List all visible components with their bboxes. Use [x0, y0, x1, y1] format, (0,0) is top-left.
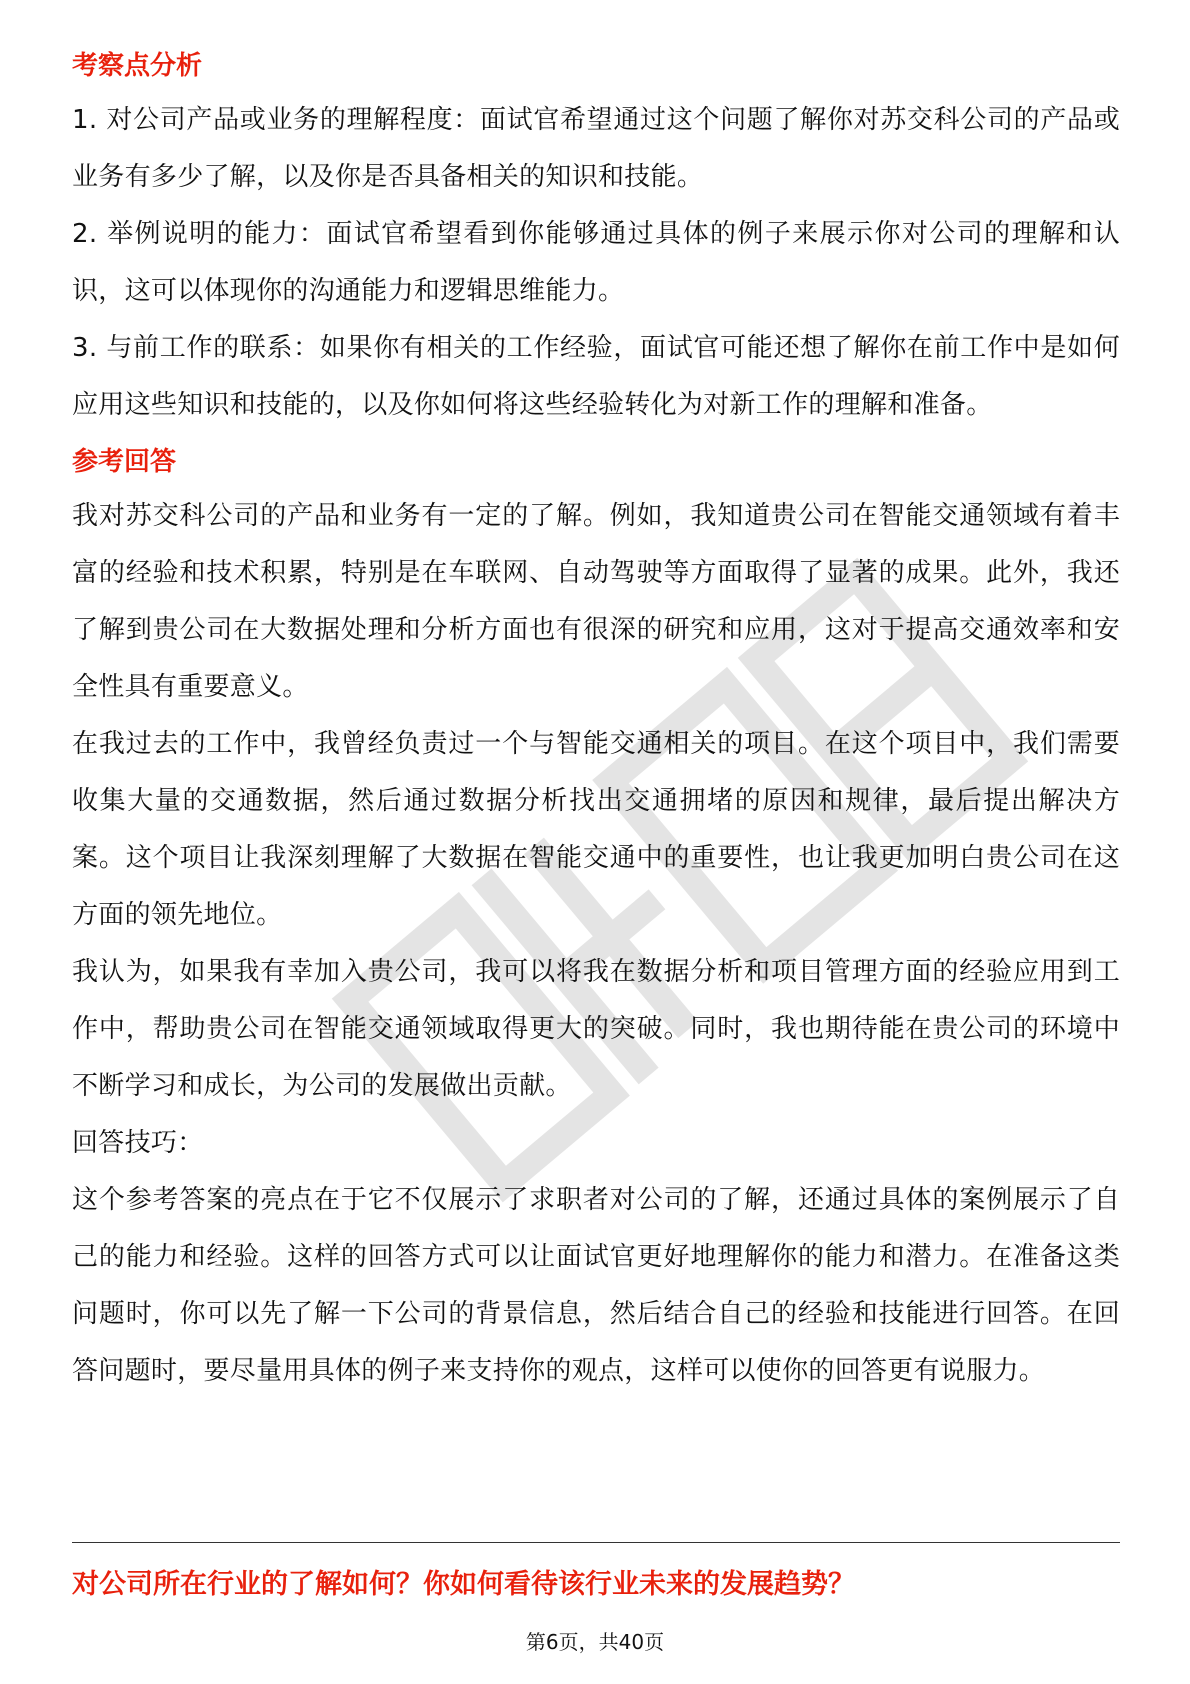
reference-paragraph-3: 我认为，如果我有幸加入贵公司，我可以将我在数据分析和项目管理方面的经验应用到工作中，帮助贵公司在智能交通领域取得更大的突破。同时，我也期待能在贵公司的环境中不断学习和成长，为公司的发展做出贡献。	[72, 957, 1120, 1101]
section-gap	[72, 434, 1120, 442]
analysis-point-2: 2. 举例说明的能力：面试官希望看到你能够通过具体的例子来展示你对公司的理解和认识，这可以体现你的沟通能力和逻辑思维能力。	[72, 219, 1120, 306]
analysis-title: 考察点分析	[72, 51, 203, 81]
next-question-heading: 对公司所在行业的了解如何？你如何看待该行业未来的发展趋势？	[72, 1569, 855, 1600]
content-area	[72, 46, 1120, 1400]
page-number: 第6页，共40页	[525, 1630, 665, 1654]
tips-label: 回答技巧：	[72, 1128, 204, 1158]
reference-paragraph-1: 我对苏交科公司的产品和业务有一定的了解。例如，我知道贵公司在智能交通领域有着丰富的经验和技术积累，特别是在车联网、自动驾驶等方面取得了显著的成果。此外，我还了解到贵公司在大数据处理和分析方面也有很深的研究和应用，这对于提高交通效率和安全性具有重要意义。	[72, 501, 1120, 702]
analysis-point-1: 1. 对公司产品或业务的理解程度：面试官希望通过这个问题了解你对苏交科公司的产品或业务有多少了解，以及你是否具备相关的知识和技能。	[72, 105, 1120, 192]
reference-title: 参考回答	[72, 447, 177, 477]
reference-paragraph-2: 在我过去的工作中，我曾经负责过一个与智能交通相关的项目。在这个项目中，我们需要收集大量的交通数据，然后通过数据分析找出交通拥堵的原因和规律，最后提出解决方案。这个项目让我深刻理解了大数据在智能交通中的重要性，也让我更加明白贵公司在这方面的领先地位。	[72, 729, 1120, 930]
section-divider	[72, 1542, 1120, 1543]
tips-text: 这个参考答案的亮点在于它不仅展示了求职者对公司的了解，还通过具体的案例展示了自己的能力和经验。这样的回答方式可以让面试官更好地理解你的能力和潜力。在准备这类问题时，你可以先了解一下公司的背景信息，然后结合自己的经验和技能进行回答。在回答问题时，要尽量用具体的例子来支持你的观点，这样可以使你的回答更有说服力。	[72, 1185, 1120, 1386]
analysis-point-3: 3. 与前工作的联系：如果你有相关的工作经验，面试官可能还想了解你在前工作中是如何应用这些知识和技能的，以及你如何将这些经验转化为对新工作的理解和准备。	[72, 333, 1120, 420]
